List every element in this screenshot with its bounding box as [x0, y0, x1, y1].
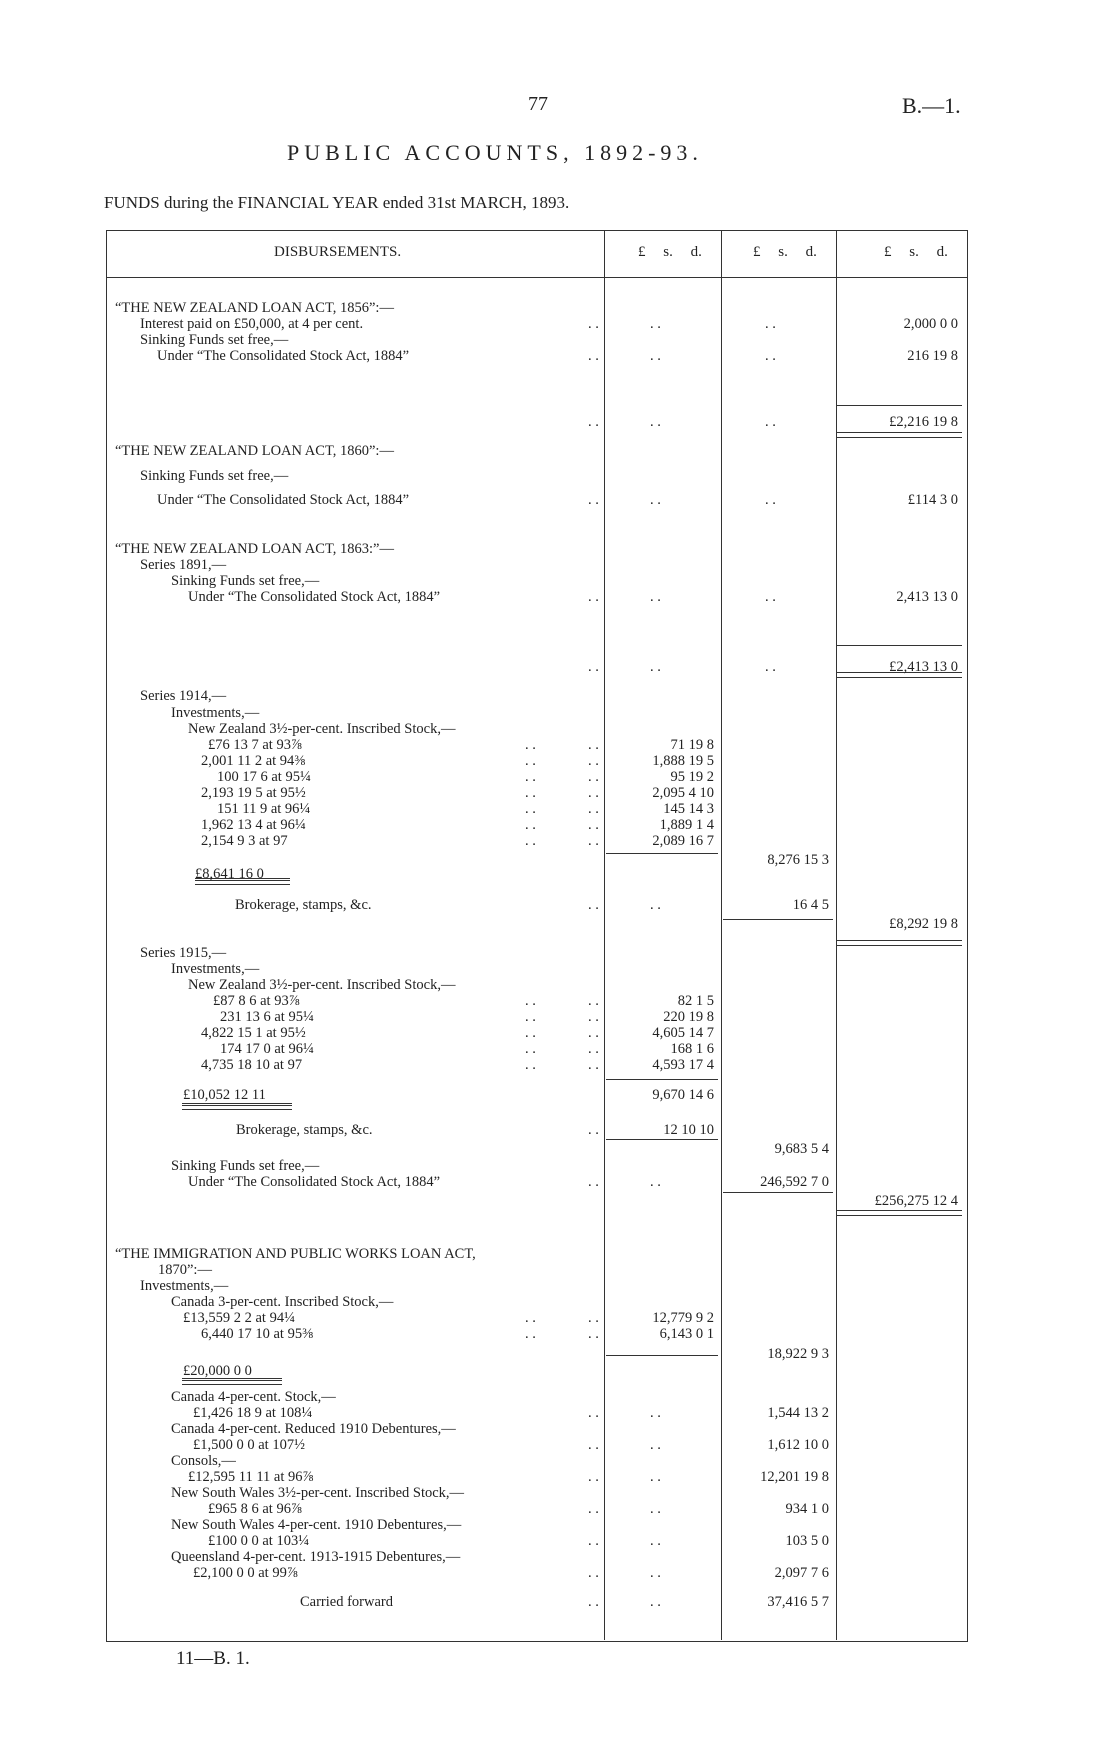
amount-col1: 1,888 19 5: [652, 753, 714, 769]
page-number: 77: [528, 93, 548, 115]
dot-leader: . .: [650, 414, 661, 430]
column-divider: [721, 230, 722, 1640]
row-label: Sinking Funds set free,—: [140, 468, 289, 484]
sum-double-rule: [182, 1380, 282, 1385]
dot-leader: . .: [588, 414, 599, 430]
row-label: New South Wales 4-per-cent. 1910 Debentures,—: [171, 1517, 462, 1533]
total-rule: [836, 645, 962, 646]
row-label: Sinking Funds set free,—: [171, 1158, 320, 1174]
row-label: 2,154 9 3 at 97: [201, 833, 288, 849]
dot-leader: . .: [588, 1469, 599, 1485]
amount-col1: 2,089 16 7: [652, 833, 714, 849]
dot-leader: . .: [588, 1565, 599, 1581]
dot-leader: . .: [588, 1041, 599, 1057]
dot-leader: . .: [588, 1025, 599, 1041]
row-label: £100 0 0 at 103¼: [208, 1533, 310, 1549]
amount-col1: 2,095 4 10: [652, 785, 714, 801]
row-label: £12,595 11 11 at 96⅞: [188, 1469, 314, 1485]
amount-col3: £2,413 13 0: [889, 659, 958, 675]
amount-col1: 6,143 0 1: [659, 1326, 714, 1342]
dot-leader: . .: [650, 1469, 661, 1485]
subtotal-rule: [723, 1192, 833, 1193]
row-label: “THE NEW ZEALAND LOAN ACT, 1860”:—: [115, 443, 394, 459]
dot-leader: . .: [588, 769, 599, 785]
sum-rule: [182, 1103, 292, 1104]
dot-leader: . .: [588, 1310, 599, 1326]
dot-leader: . .: [765, 348, 776, 364]
row-label: Canada 4-per-cent. Stock,—: [171, 1389, 336, 1405]
dot-leader: . .: [650, 897, 661, 913]
amount-col1: 12 10 10: [663, 1122, 714, 1138]
row-label: Under “The Consolidated Stock Act, 1884”: [188, 589, 441, 605]
row-label: £87 8 6 at 93⅞: [213, 993, 300, 1009]
dot-leader: . .: [525, 785, 536, 801]
row-label: New Zealand 3½-per-cent. Inscribed Stock,—: [188, 977, 456, 993]
row-label: Brokerage, stamps, &c.: [236, 1122, 373, 1138]
row-label: £1,426 18 9 at 108¼: [193, 1405, 313, 1421]
row-label: Under “The Consolidated Stock Act, 1884”: [157, 492, 410, 508]
dot-leader: . .: [588, 1501, 599, 1517]
dot-leader: . .: [588, 897, 599, 913]
dot-leader: . .: [588, 817, 599, 833]
subtotal-rule: [606, 1079, 718, 1080]
amount-col3: £8,292 19 8: [889, 916, 958, 932]
amount-col1: 9,670 14 6: [652, 1087, 714, 1103]
amount-col3: £256,275 12 4: [874, 1193, 958, 1209]
amount-col1: 12,779 9 2: [652, 1310, 714, 1326]
row-label: 6,440 17 10 at 95⅜: [201, 1326, 313, 1342]
row-label: 231 13 6 at 95¼: [220, 1009, 314, 1025]
dot-leader: . .: [650, 1437, 661, 1453]
row-label: £1,500 0 0 at 107½: [193, 1437, 305, 1453]
dot-leader: . .: [525, 817, 536, 833]
dot-leader: . .: [525, 1310, 536, 1326]
dot-leader: . .: [650, 1565, 661, 1581]
dot-leader: . .: [765, 492, 776, 508]
column-header-disbursements: DISBURSEMENTS.: [274, 244, 402, 260]
row-label: £76 13 7 at 93⅞: [208, 737, 302, 753]
dot-leader: . .: [588, 1057, 599, 1073]
dot-leader: . .: [588, 1009, 599, 1025]
dot-leader: . .: [650, 659, 661, 675]
dot-leader: . .: [650, 492, 661, 508]
dot-leader: . .: [588, 348, 599, 364]
row-label: £13,559 2 2 at 94¼: [183, 1310, 295, 1326]
row-label: Series 1915,—: [140, 945, 227, 961]
row-label: £8,641 16 0: [195, 866, 264, 882]
row-label: £20,000 0 0: [183, 1363, 252, 1379]
dot-leader: . .: [588, 993, 599, 1009]
row-label: Consols,—: [171, 1453, 236, 1469]
dot-leader: . .: [525, 993, 536, 1009]
row-label: 174 17 0 at 96¼: [220, 1041, 314, 1057]
row-label: Under “The Consolidated Stock Act, 1884”: [157, 348, 410, 364]
dot-leader: . .: [588, 753, 599, 769]
dot-leader: . .: [588, 785, 599, 801]
dot-leader: . .: [765, 589, 776, 605]
dot-leader: . .: [525, 753, 536, 769]
dot-leader: . .: [650, 1405, 661, 1421]
dot-leader: . .: [588, 316, 599, 332]
dot-leader: . .: [525, 769, 536, 785]
header-rule: [106, 277, 968, 278]
dot-leader: . .: [588, 1594, 599, 1610]
amount-col2: 16 4 5: [792, 897, 829, 913]
dot-leader: . .: [525, 1025, 536, 1041]
amount-col2: 8,276 15 3: [767, 852, 829, 868]
row-label: £2,100 0 0 at 99⅞: [193, 1565, 298, 1581]
dot-leader: . .: [588, 1533, 599, 1549]
amount-col1: 95 19 2: [670, 769, 714, 785]
amount-col3: £114 3 0: [907, 492, 958, 508]
dot-leader: . .: [588, 737, 599, 753]
dot-leader: . .: [588, 1122, 599, 1138]
row-label: “THE NEW ZEALAND LOAN ACT, 1863:”—: [115, 541, 394, 557]
total-double-rule: [836, 432, 962, 438]
footer-signature: 11—B. 1.: [176, 1648, 250, 1669]
dot-leader: . .: [588, 1326, 599, 1342]
total-double-rule: [836, 1210, 962, 1216]
dot-leader: . .: [588, 492, 599, 508]
dot-leader: . .: [588, 1405, 599, 1421]
row-label: 2,193 19 5 at 95½: [201, 785, 306, 801]
row-label: 4,822 15 1 at 95½: [201, 1025, 306, 1041]
column-header-2: £ s. d.: [753, 244, 817, 260]
row-label: £965 8 6 at 96⅞: [208, 1501, 302, 1517]
dot-leader: . .: [525, 1009, 536, 1025]
row-label: £10,052 12 11: [183, 1087, 266, 1103]
dot-leader: . .: [650, 316, 661, 332]
dot-leader: . .: [650, 348, 661, 364]
amount-col1: 4,605 14 7: [652, 1025, 714, 1041]
dot-leader: . .: [650, 589, 661, 605]
amount-col1: 220 19 8: [663, 1009, 714, 1025]
amount-col3: 216 19 8: [907, 348, 958, 364]
amount-col2: 246,592 7 0: [760, 1174, 829, 1190]
amount-col3: 2,413 13 0: [896, 589, 958, 605]
dot-leader: . .: [650, 1501, 661, 1517]
row-label: Carried forward: [300, 1594, 393, 1610]
amount-col2: 1,612 10 0: [767, 1437, 829, 1453]
total-rule: [836, 405, 962, 406]
dot-leader: . .: [525, 1041, 536, 1057]
column-header-1: £ s. d.: [638, 244, 702, 260]
row-label: 1,962 13 4 at 96¼: [201, 817, 306, 833]
dot-leader: . .: [525, 1057, 536, 1073]
row-label: New South Wales 3½-per-cent. Inscribed Stock,—: [171, 1485, 465, 1501]
column-divider: [604, 230, 605, 1640]
total-double-rule: [836, 940, 962, 946]
page-subtitle: FUNDS during the FINANCIAL YEAR ended 31st MARCH, 1893.: [104, 193, 570, 212]
subtotal-rule: [723, 919, 833, 920]
amount-col2: 37,416 5 7: [767, 1594, 829, 1610]
row-label: “THE IMMIGRATION AND PUBLIC WORKS LOAN ACT,: [115, 1246, 476, 1262]
row-label: “THE NEW ZEALAND LOAN ACT, 1856”:—: [115, 300, 394, 316]
row-label: Sinking Funds set free,—: [140, 332, 289, 348]
amount-col1: 1,889 1 4: [659, 817, 714, 833]
column-divider: [836, 230, 837, 1640]
dot-leader: . .: [525, 801, 536, 817]
row-label: 1870”:—: [158, 1262, 212, 1278]
row-label: 100 17 6 at 95¼: [217, 769, 311, 785]
dot-leader: . .: [588, 801, 599, 817]
row-label: Investments,—: [171, 961, 260, 977]
row-label: Sinking Funds set free,—: [171, 573, 320, 589]
amount-col1: 71 19 8: [670, 737, 714, 753]
amount-col1: 145 14 3: [663, 801, 714, 817]
column-header-3: £ s. d.: [884, 244, 948, 260]
amount-col1: 82 1 5: [677, 993, 714, 1009]
row-label: Investments,—: [140, 1278, 229, 1294]
dot-leader: . .: [765, 316, 776, 332]
amount-col3: £2,216 19 8: [889, 414, 958, 430]
row-label: Series 1891,—: [140, 557, 227, 573]
row-label: 151 11 9 at 96¼: [217, 801, 311, 817]
row-label: 4,735 18 10 at 97: [201, 1057, 303, 1073]
subtotal-rule: [606, 853, 718, 854]
row-label: Series 1914,—: [140, 688, 227, 704]
amount-col2: 18,922 9 3: [767, 1346, 829, 1362]
subtotal-rule: [606, 1139, 718, 1140]
dot-leader: . .: [765, 414, 776, 430]
dot-leader: . .: [525, 1326, 536, 1342]
amount-col2: 934 1 0: [785, 1501, 829, 1517]
dot-leader: . .: [765, 659, 776, 675]
row-label: Investments,—: [171, 705, 260, 721]
dot-leader: . .: [650, 1174, 661, 1190]
amount-col1: 168 1 6: [670, 1041, 714, 1057]
dot-leader: . .: [525, 737, 536, 753]
dot-leader: . .: [588, 833, 599, 849]
amount-col1: 4,593 17 4: [652, 1057, 714, 1073]
row-label: Under “The Consolidated Stock Act, 1884”: [188, 1174, 441, 1190]
sum-double-rule: [182, 1105, 292, 1110]
amount-col3: 2,000 0 0: [903, 316, 958, 332]
subtotal-rule: [606, 1355, 718, 1356]
dot-leader: . .: [650, 1594, 661, 1610]
document-reference: B.—1.: [902, 93, 961, 118]
row-label: Brokerage, stamps, &c.: [235, 897, 372, 913]
row-label: Interest paid on £50,000, at 4 per cent.: [140, 316, 364, 332]
dot-leader: . .: [588, 1174, 599, 1190]
amount-col2: 2,097 7 6: [774, 1565, 829, 1581]
dot-leader: . .: [525, 833, 536, 849]
row-label: Canada 4-per-cent. Reduced 1910 Debentures,—: [171, 1421, 456, 1437]
dot-leader: . .: [588, 659, 599, 675]
amount-col2: 12,201 19 8: [760, 1469, 829, 1485]
dot-leader: . .: [588, 1437, 599, 1453]
page-title: PUBLIC ACCOUNTS, 1892-93.: [287, 140, 703, 165]
row-label: 2,001 11 2 at 94⅜: [201, 753, 306, 769]
row-label: Canada 3-per-cent. Inscribed Stock,—: [171, 1294, 394, 1310]
amount-col2: 1,544 13 2: [767, 1405, 829, 1421]
amount-col2: 9,683 5 4: [774, 1141, 829, 1157]
amount-col2: 103 5 0: [785, 1533, 829, 1549]
row-label: Queensland 4-per-cent. 1913-1915 Debentures,—: [171, 1549, 461, 1565]
dot-leader: . .: [650, 1533, 661, 1549]
row-label: New Zealand 3½-per-cent. Inscribed Stock,—: [188, 721, 456, 737]
dot-leader: . .: [588, 589, 599, 605]
